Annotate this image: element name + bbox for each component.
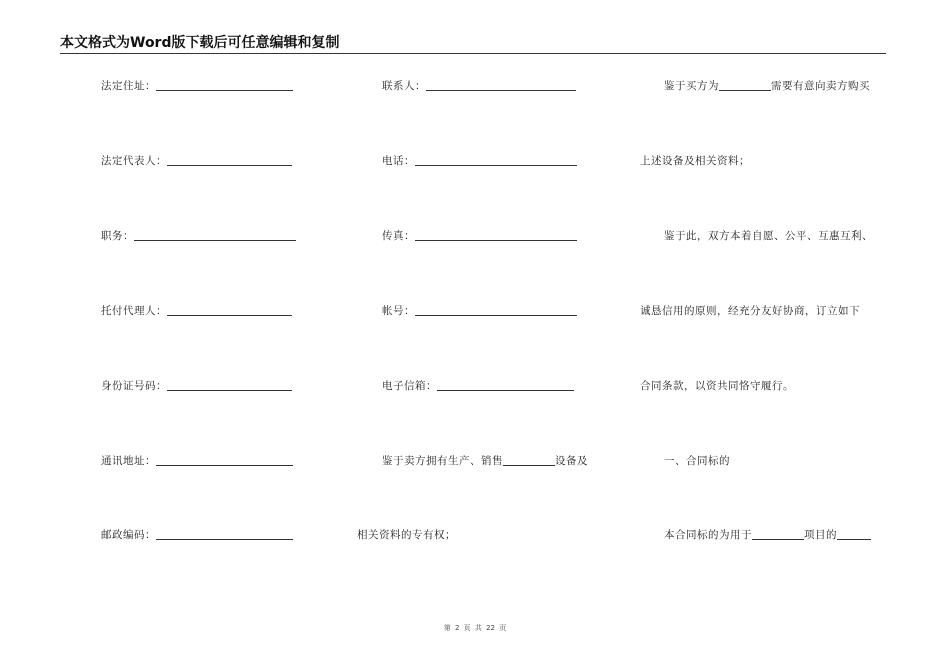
section-heading: 一、合同标的 [664,455,730,467]
field-fax [382,230,577,242]
clause-seller-rights [382,455,588,467]
header-title: 本文格式为Word版下载后可任意编辑和复制 [60,35,340,51]
field-phone [382,155,577,167]
field-postal-code [101,529,293,541]
clause-text: 鉴于此，双方本着自愿、公平、互惠互利、 [664,230,873,242]
section-heading-contract-subject [664,455,730,467]
clause-text: 合同条款，以资共同恪守履行。 [640,380,794,392]
clause-principles-cont [640,305,860,317]
field-email [382,380,574,392]
clause-seller-rights-cont [357,529,456,541]
field-label: 通讯地址： [101,455,156,467]
field-label: 法定住址： [101,80,156,92]
clause-buyer-intent [664,80,870,92]
fill-blank [437,380,574,391]
field-authorized-agent [101,305,292,317]
field-legal-address [101,80,293,92]
clause-text: 本合同标的为用于 [664,529,752,541]
clause-contract-subject [664,529,871,541]
field-label: 电话： [382,155,415,167]
field-label: 法定代表人： [101,155,167,167]
fill-blank [156,455,293,466]
page-footer [0,623,950,633]
fill-blank [503,455,555,466]
field-label: 帐号： [382,305,415,317]
field-label: 身份证号码： [101,380,167,392]
fill-blank [415,155,577,166]
fill-blank [167,155,292,166]
field-legal-representative [101,155,292,167]
clause-text: 设备及 [555,455,588,467]
clause-text: 诚恳信用的原则，经充分友好协商，订立如下 [640,305,860,317]
fill-blank [415,230,577,241]
field-label: 托付代理人： [101,305,167,317]
fill-blank [156,80,293,91]
clause-principles-end [640,380,794,392]
fill-blank [426,80,576,91]
clause-text: 相关资料的专有权； [357,529,456,541]
fill-blank [752,529,804,540]
field-label: 邮政编码： [101,529,156,541]
field-id-number [101,380,292,392]
field-label: 联系人： [382,80,426,92]
field-label: 电子信箱： [382,380,437,392]
page-number: 第 2 页 共 22 页 [443,624,507,632]
fill-blank [167,305,292,316]
field-account [382,305,577,317]
field-label: 传真： [382,230,415,242]
fill-blank [167,380,292,391]
clause-principles [664,230,873,242]
fill-blank [156,529,293,540]
clause-text: 上述设备及相关资料； [640,155,750,167]
clause-buyer-intent-cont [640,155,750,167]
clause-text: 鉴于卖方拥有生产、销售 [382,455,503,467]
fill-blank [134,230,296,241]
page-header [60,35,886,54]
clause-text: 鉴于买方为 [664,80,719,92]
field-position [101,230,296,242]
clause-text: 项目的 [804,529,837,541]
clause-text: 需要有意向卖方购买 [771,80,870,92]
fill-blank [415,305,577,316]
fill-blank [719,80,771,91]
fill-blank [837,529,871,540]
field-mailing-address [101,455,293,467]
field-contact-person [382,80,576,92]
field-label: 职务： [101,230,134,242]
